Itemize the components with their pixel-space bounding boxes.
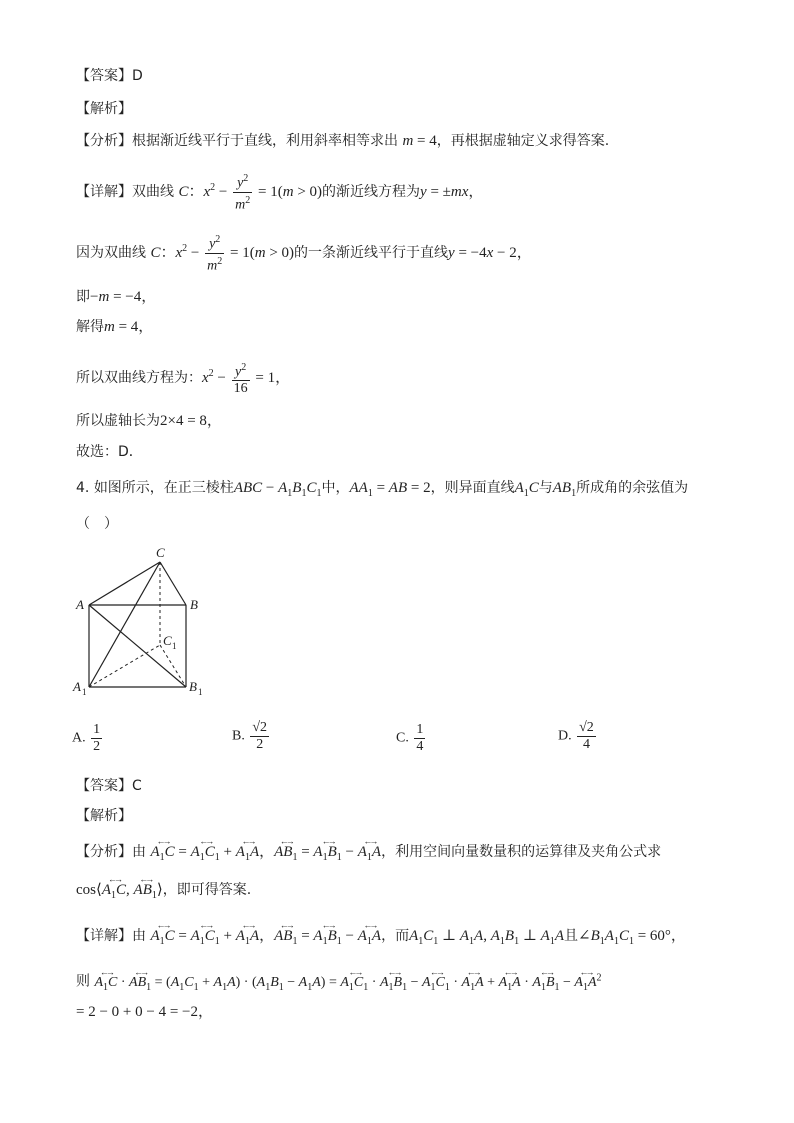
xiangjie-tag: 【详解】: [76, 184, 132, 200]
xiangjie-line5-q3: 所以双曲线方程为：$x^2$ − $\frac{y^2}{16}$ = 1，: [76, 361, 291, 397]
label-A: A: [76, 597, 84, 612]
math-m-eq-4: m = 4: [402, 133, 437, 149]
xiangjie-line3-q3: 即−m = −4，: [76, 289, 157, 305]
answer-line-q4: [76, 776, 142, 796]
math-hyperbola-eq-2: C：$x^2$ − $\frac{y^2}{m^2}$ = 1(m > 0): [150, 234, 295, 274]
question-4-paren: （ ）: [76, 516, 118, 532]
option-b[interactable]: B. $\frac{√2}{2}$: [232, 720, 268, 752]
math-hyperbola-eq: C：$x^2$ − $\frac{y^2}{m^2}$ = 1(m > 0): [178, 173, 323, 213]
analysis-heading-q4: [76, 806, 132, 826]
answer-value: C: [132, 778, 142, 794]
label-A1: A: [73, 679, 81, 694]
label-C1-sub: 1: [172, 641, 177, 651]
xiangjie-line7-q3: 故选：D．: [76, 444, 143, 460]
question-number: 4.: [76, 480, 90, 496]
xiangjie-line3-q4: = 2 − 0 + 0 − 4 = −2，: [76, 1004, 214, 1020]
xiangjie-line2-q3: 因为双曲线 C：$x^2$ − $\frac{y^2}{m^2}$ = 1(m > 0)的一条渐近线平行于直线y = −4x − 2，: [76, 234, 532, 274]
analysis-heading-q3: [76, 99, 132, 119]
xiangjie-line1-q3: 【详解】双曲线 C：$x^2$ − $\frac{y^2}{m^2}$ = 1(m > 0)的渐近线方程为y = ±mx，: [76, 173, 484, 213]
analysis-tag: 【解析】: [76, 808, 132, 824]
label-B1: B: [189, 679, 197, 694]
option-a[interactable]: A. $\frac{1}{2}$: [72, 722, 101, 754]
label-C1: C: [163, 633, 172, 648]
option-d[interactable]: D. $\frac{√2}{4}$: [558, 720, 594, 752]
option-c[interactable]: C. $\frac{1}{4}$: [396, 722, 424, 754]
question-4-stem: 4. 如图所示，在正三棱柱ABC − $A_1B_1C_1$中，$AA_1$ = AB = 2，则异面直线$A_1C$与$AB_1$所成角的余弦值为: [76, 480, 689, 499]
answer-tag: 【答案】: [76, 778, 132, 794]
answer-value: D: [132, 68, 143, 84]
label-B1-sub: 1: [198, 687, 203, 695]
math-asymptote: y = ±mx，: [420, 184, 484, 200]
fenxi-line-q3: 【分析】根据渐近线平行于直线，利用斜率相等求出 m = 4，再根据虚轴定义求得答案.: [76, 133, 610, 149]
xiangjie-line6-q3: 所以虚轴长为2×4 = 8，: [76, 413, 222, 429]
xiangjie-line4-q3: 解得m = 4，: [76, 319, 154, 335]
fenxi-line2-q4: cos⟨←→ $A_1C$, ←→ $AB_1⟩$，即可得答案.: [76, 880, 251, 906]
xiangjie-line2-q4: 则 ←→ $A_1C$ · ←→ $AB_1 = (A_1C_1 + A_1A) \cdot (A_1B_1 - A_1A)$ = ←→ $A_1C_1$ · ←→ $A_1B_1$ − ←→ $A_1C_1$ · ←→ $A_1A$ + ←→ $A_1A$ · ←→ $A_1B_1$ − ←→ $A_1A^2$: [76, 968, 602, 997]
label-A1-sub: 1: [82, 687, 87, 695]
answer-tag: 【答案】: [76, 68, 132, 84]
xiangjie-tag: 【详解】: [76, 928, 132, 944]
math-line-eq: y = −4x − 2，: [448, 245, 532, 261]
fenxi-line-q4: 【分析】由 ←→ $A_1C$ = ←→ $A_1C_1$ + ←→ $A_1A$，←→ $AB_1$ = ←→ $A_1B_1$ − ←→ $A_1A$，利用空间向量数量积的运算律及夹角公式求: [76, 842, 661, 868]
fenxi-tag: 【分析】: [76, 844, 132, 860]
answer-line-q3: [76, 66, 143, 86]
xiangjie-line1-q4: 【详解】由 ←→ $A_1C$ = ←→ $A_1C_1$ + ←→ $A_1A$，←→ $AB_1$ = ←→ $A_1B_1$ − ←→ $A_1A$，而$A_1C_1$ ⊥ $A_1A$, $A_1B_1$ ⊥ $A_1A$且$\angle B_1A_1C_1 = 60^\circ$，: [76, 926, 686, 952]
label-C: C: [156, 545, 165, 560]
prism-figure: [72, 545, 212, 695]
analysis-tag: 【解析】: [76, 101, 132, 117]
fenxi-tag: 【分析】: [76, 133, 132, 149]
label-B: B: [190, 597, 198, 612]
